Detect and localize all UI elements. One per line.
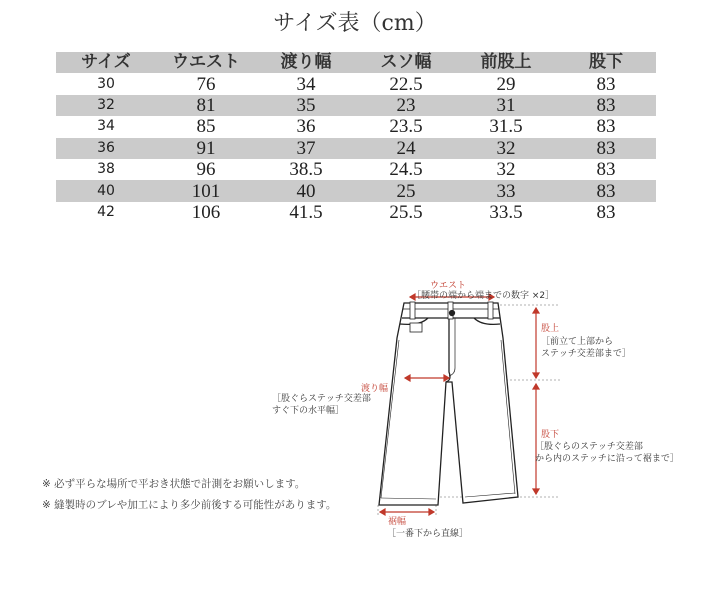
cell-inseam: 83 xyxy=(556,95,656,116)
cell-thigh: 41.5 xyxy=(289,201,323,223)
notes xyxy=(42,474,336,516)
cell-inseam: 83 xyxy=(556,180,656,201)
cell-thigh: 36 xyxy=(296,116,316,138)
cell-hem: 24 xyxy=(356,138,456,159)
cell-front-rise: 32 xyxy=(456,138,556,159)
thigh-desc-1: ［股ぐらステッチ交差部 xyxy=(272,394,371,404)
header-hem: スソ幅 xyxy=(356,52,456,73)
waist-label: ウエスト xyxy=(430,281,467,291)
cell-thigh: 37 xyxy=(256,138,356,159)
cell-hem: 24.5 xyxy=(389,159,423,181)
cell-thigh: 35 xyxy=(256,95,356,116)
cell-waist: 85 xyxy=(196,116,216,138)
cell-hem: 25.5 xyxy=(389,201,423,223)
cell-size: 32 xyxy=(56,95,156,116)
cell-waist: 91 xyxy=(156,138,256,159)
thigh-label: 渡り幅 xyxy=(361,384,389,394)
cell-front-rise: 32 xyxy=(496,159,516,181)
cell-thigh: 38.5 xyxy=(289,159,323,181)
waist-desc: ［腰帯の端から端までの数字 ×2］ xyxy=(412,291,555,301)
cell-hem: 23.5 xyxy=(389,116,423,138)
rise-label: 股上 xyxy=(541,324,560,334)
rise-desc-2: ステッチ交差部まで］ xyxy=(541,349,631,359)
cell-waist: 81 xyxy=(156,95,256,116)
cell-size: 36 xyxy=(56,138,156,159)
cell-inseam: 83 xyxy=(596,73,616,95)
thigh-desc-2: すぐ下の水平幅］ xyxy=(272,406,345,416)
cell-hem: 25 xyxy=(356,180,456,201)
cell-front-rise: 31.5 xyxy=(489,116,523,138)
cell-waist: 96 xyxy=(196,159,216,181)
cell-waist: 101 xyxy=(156,180,256,201)
header-size: サイズ xyxy=(56,52,156,73)
cell-size: 42 xyxy=(97,203,115,220)
cell-size: 40 xyxy=(56,180,156,201)
header-thigh: 渡り幅 xyxy=(256,52,356,73)
cell-size: 38 xyxy=(97,161,115,178)
cell-hem: 23 xyxy=(356,95,456,116)
cell-waist: 106 xyxy=(191,201,221,223)
inseam-arrow xyxy=(533,384,539,494)
cell-waist: 76 xyxy=(196,73,216,95)
cell-size: 30 xyxy=(97,75,115,92)
cell-front-rise: 31 xyxy=(456,95,556,116)
cell-front-rise: 29 xyxy=(496,73,516,95)
note-variance: ※ 縫製時のブレや加工により多少前後する可能性があります。 xyxy=(42,499,337,511)
cell-inseam: 83 xyxy=(596,159,616,181)
cell-size: 34 xyxy=(97,118,115,135)
cell-hem: 22.5 xyxy=(389,73,423,95)
header-inseam: 股下 xyxy=(556,52,656,73)
cell-inseam: 83 xyxy=(596,116,616,138)
page-title: サイズ表（cm） xyxy=(273,11,437,36)
rise-desc-1: ［前立て上部から xyxy=(541,337,614,347)
hem-label: 裾幅 xyxy=(388,517,407,527)
note-flat-measure: ※ 必ず平らな場所で平おき状態で計測をお願いします。 xyxy=(42,478,306,490)
cell-front-rise: 33 xyxy=(456,180,556,201)
cell-thigh: 40 xyxy=(256,180,356,201)
jeans-illustration xyxy=(379,302,518,505)
hem-arrow xyxy=(380,509,434,515)
header-waist: ウエスト xyxy=(156,52,256,73)
rise-arrow xyxy=(533,308,539,378)
inseam-desc-1: ［股ぐらのステッチ交差部 xyxy=(535,442,643,452)
hem-desc: ［一番下から直線］ xyxy=(387,529,469,539)
cell-thigh: 34 xyxy=(296,73,316,95)
inseam-desc-2: から内のステッチに沿って裾まで］ xyxy=(535,454,679,464)
cell-front-rise: 33.5 xyxy=(489,201,523,223)
cell-inseam: 83 xyxy=(596,201,616,223)
inseam-label: 股下 xyxy=(541,430,560,440)
cell-inseam: 83 xyxy=(556,138,656,159)
header-front-rise: 前股上 xyxy=(456,52,556,73)
